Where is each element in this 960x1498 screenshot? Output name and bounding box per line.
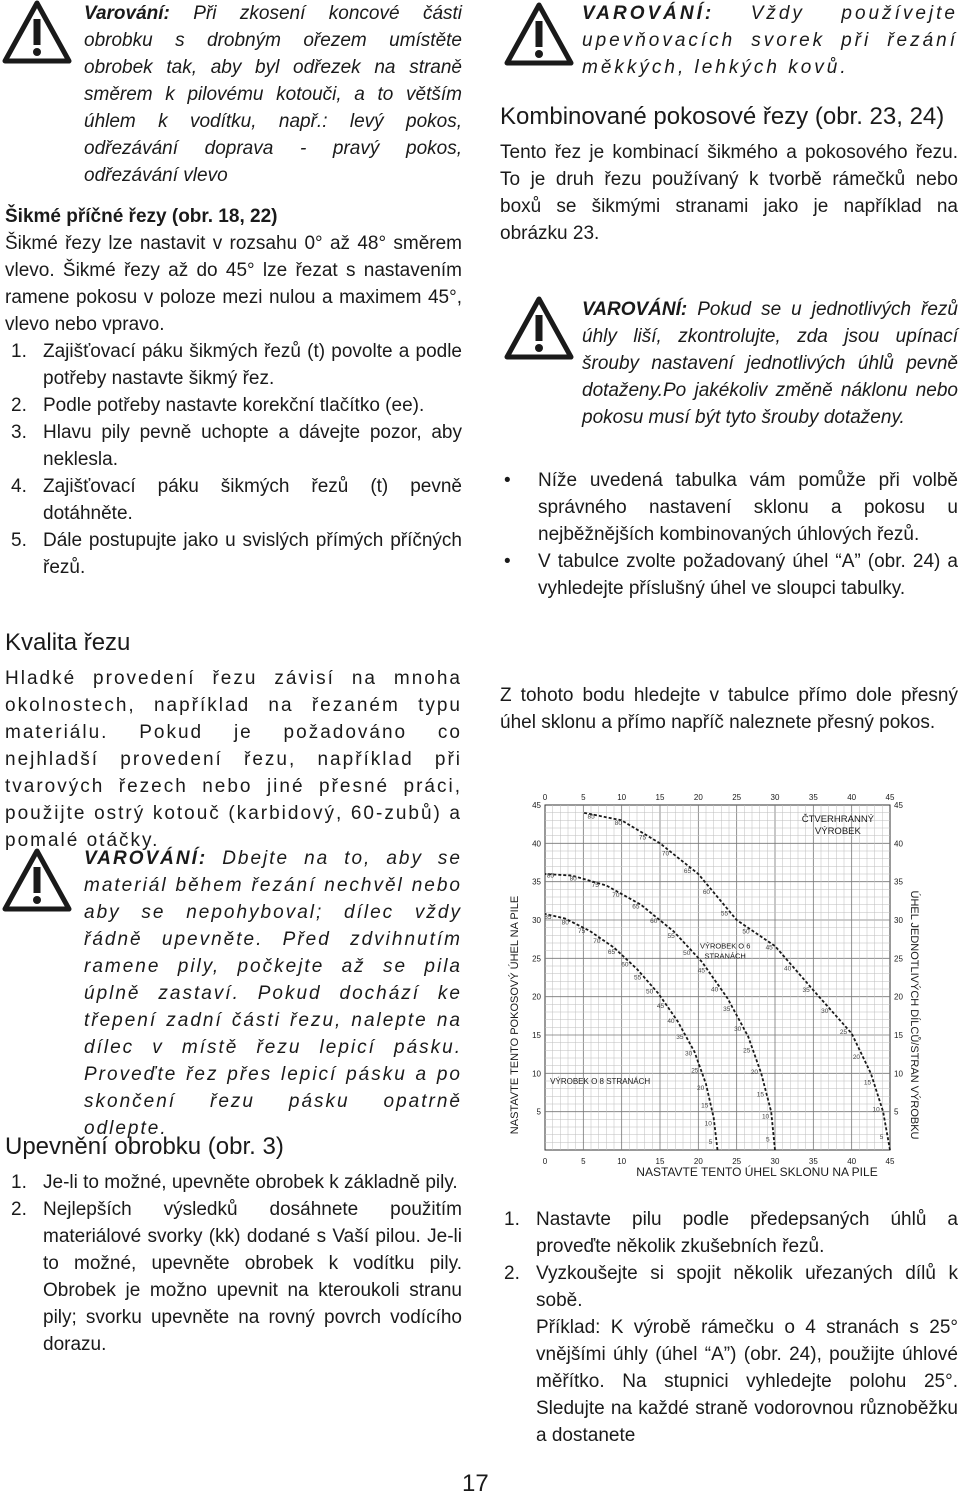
curve-scale-label: 10 <box>704 1120 712 1128</box>
curve-scale-label: 35 <box>802 986 810 994</box>
curve-scale-label: 15 <box>701 1102 709 1110</box>
x-tick-label-top: 0 <box>542 793 548 802</box>
curve-scale-label: 70 <box>661 850 670 858</box>
curve-scale-label: 25 <box>839 1028 848 1036</box>
y-tick-label-right: 20 <box>894 992 903 1002</box>
bevel-intro: Šikmé řezy lze nastavit v rozsahu 0° až 48° směrem vlevo. Šikmé řezy až do 45° lze řezat s nastavením ramene pokosu v poloze mezi nulou a maximem 45°, vlevo nebo vpravo. <box>5 233 462 335</box>
curve-scale-label: 30 <box>821 1007 829 1015</box>
x-tick-label-top: 15 <box>655 793 665 802</box>
curve-scale-label: 45 <box>697 967 706 975</box>
curve-scale-label: 50 <box>742 928 750 936</box>
x-tick-label-top: 35 <box>808 793 818 802</box>
step-item <box>5 527 462 581</box>
bevel-section <box>5 203 462 581</box>
section-heading-clamp: Upevnění obrobku (obr. 3) <box>5 1133 284 1160</box>
x-tick-label: 5 <box>581 1157 586 1166</box>
y-tick-label: 10 <box>532 1069 541 1079</box>
warning-text: Vždy používejte upevňovacích svorek při řezání měkkých, lehkých kovů. <box>582 3 958 78</box>
step-number: 2. <box>11 1199 27 1220</box>
step-item <box>498 1206 958 1260</box>
warning-block-vibration <box>84 845 462 1142</box>
y-tick-label: 20 <box>532 992 541 1002</box>
y-tick-label: 40 <box>532 839 541 849</box>
x-tick-label: 10 <box>617 1157 627 1166</box>
right-steps-section <box>498 1206 958 1449</box>
curve-scale-label: 30 <box>685 1050 693 1058</box>
step-item <box>5 419 462 473</box>
curve-scale-label: 75 <box>577 927 586 935</box>
y-tick-label: 25 <box>532 954 541 964</box>
x-tick-label: 35 <box>808 1157 818 1166</box>
warning-block-screws <box>582 296 958 431</box>
step-number: 1. <box>504 1209 520 1230</box>
curve-scale-label: 5 <box>766 1136 770 1144</box>
y-tick-label-right: 30 <box>894 916 903 925</box>
curve-scale-label: 75 <box>638 834 647 842</box>
y-axis-label: NASTAVTE TENTO POKOSOVÝ ÚHEL NA PILE <box>509 895 521 1135</box>
compound-section <box>500 100 958 247</box>
curve-scale-label: 50 <box>683 949 691 957</box>
warning-icon <box>504 2 574 66</box>
step-text: Vyzkoušejte si spojit několik uřezaných dílů k sobě. <box>536 1263 958 1311</box>
warning-block-clamps <box>582 0 958 81</box>
curve-scale-label: 60 <box>621 961 629 969</box>
warning-text: Pokud se u jednotlivých řezů úhly liší, zkontrolujte, zda jsou upínací šrouby nastavení jednotlivých úhlů pevně dotaženy.Po jakékoliv změně náklonu nebo pokosu musí být tyto šrouby dotaženy. <box>582 299 958 428</box>
curve-scale-label: 5 <box>708 1138 713 1146</box>
annotation-hex-line2: STRANÁCH <box>704 951 746 961</box>
curve-scale-label: 70 <box>593 937 601 945</box>
x-tick-label: 0 <box>542 1157 548 1166</box>
x-tick-label-top: 10 <box>617 793 627 802</box>
step-item <box>498 1260 958 1314</box>
curve-scale-label: 5 <box>879 1134 884 1142</box>
warning-icon <box>2 0 72 64</box>
curve-scale-label: 65 <box>607 948 616 956</box>
warning-text: Při zkosení koncové části obrobku s drobným ořezem umístěte obrobek tak, aby byl odřezek na straně směrem k pilovému kotouči, a to větším úhlem k vodítku, např.: levý pokos, odřezávání doprava - pravý pokos, odřezávání vlevo <box>84 3 463 186</box>
warning-label: VAROVÁNÍ: <box>582 3 715 24</box>
curve-scale-label: 20 <box>697 1084 705 1092</box>
y-tick-label: 30 <box>532 916 541 925</box>
compound-intro: Tento řez je kombinací šikmého a pokosového řezu. To je druh řezu používaný k tvorbě rámečků nebo boxů se šikmými stranami jako je například na obrázku 23. <box>500 142 958 244</box>
curve-scale-label: 35 <box>723 1005 731 1013</box>
example-text: Příklad: K výrobě rámečku o 4 stranách s 25° vnějšími úhly (úhel “A”) (obr. 24), použijte úhlové měřítko. Na stupnici vyhledejte polohu 25°. Sledujte na každé straně vodorovnou různoběžku a dostanete <box>536 1317 958 1446</box>
step-number: 2. <box>504 1263 520 1284</box>
curve-scale-label: 70 <box>612 892 620 900</box>
bullet-text: Níže uvedená tabulka vám pomůže při volbě správného nastavení sklonu a pokosu u nejběžnějších kombinovaných úhlových řezů. <box>538 470 958 545</box>
bullet-dot: • <box>504 551 511 572</box>
chart-grid <box>545 805 890 1150</box>
curve-scale-label: 60 <box>702 888 711 896</box>
bullet-text: V tabulce zvolte požadovaný úhel “A” (obr. 24) a vyhledejte příslušný úhel ve sloupci tabulky. <box>538 551 958 599</box>
curve-scale-label: 55 <box>720 910 729 918</box>
step-text: Nejlepších výsledků dosáhnete použitím materiálové svorky (kk) dodané s Vaší pilou. Je-li to možné, upevněte obrobek k vodítku pily. Obrobek je možno upevnit na kteroukoli stranu pily; svorku upevněte na rovný povrch vodícího dorazu. <box>43 1199 462 1355</box>
annotation-square-line2: VÝROBEK <box>814 826 861 837</box>
warning-text: Dbejte na to, aby se materiál během řezání nechvěl nebo aby se nepohyboval; dílec vždy řádně upevněte. Před zdvihnutím ramene pily, počkejte až se pila úplně zastaví. Pokud dochází ke třepení zadní části řezu, nalepte na dílec v místě řezu lepicí pásku. Proveďte řez přes lepicí pásku a po skončení řezu pásku opatrně odlepte. <box>84 848 462 1139</box>
step-item <box>5 473 462 527</box>
step-number: 3. <box>11 422 27 443</box>
quality-section <box>5 626 462 854</box>
bullet-dot: • <box>504 470 511 491</box>
x-tick-label-top: 40 <box>847 793 857 802</box>
step-text: Nastavte pilu podle předepsaných úhlů a proveďte několik zkušebních řezů. <box>536 1209 958 1257</box>
y-tick-label-right: 10 <box>894 1069 903 1079</box>
curve-scale-label: 50 <box>646 988 654 996</box>
section-heading-compound: Kombinované pokosové řezy (obr. 23, 24) <box>500 103 945 130</box>
warning-icon <box>2 848 72 912</box>
y-tick-label: 35 <box>532 877 541 887</box>
curve-scale-label: 20 <box>852 1053 861 1061</box>
y-tick-label-right: 5 <box>894 1107 899 1117</box>
quality-text: Hladké provedení řezu závisí na mnoha okolnostech, například na řezaném typu materiálu. Pokud je požadováno co nejhladší provedení řezu, například při tvarových řezech nebo jiné přesné práci, použijte ostrý kotouč (karbidový, 60-zubů) a pomalé otáčky. <box>5 668 462 851</box>
x-axis-ticks-top <box>543 793 895 802</box>
curve-scale-label: 45 <box>656 1003 665 1011</box>
curve-scale-label: 40 <box>667 1018 675 1026</box>
step-number: 2. <box>11 395 27 416</box>
step-item <box>5 1196 462 1358</box>
annotation-octagon: VÝROBEK O 8 STRANÁCH <box>550 1077 651 1087</box>
y-tick-label-right: 45 <box>894 801 903 810</box>
x-tick-label: 15 <box>655 1157 665 1166</box>
curve-scale-label: 40 <box>711 986 719 994</box>
curve-scale-label: 25 <box>743 1047 751 1055</box>
warning-block-miter <box>84 0 462 189</box>
curve-scale-label: 85 <box>587 813 595 821</box>
step-text: Zajišťovací páku šikmých řezů (t) pevně dotáhněte. <box>43 476 462 524</box>
x-tick-label-top: 5 <box>581 793 586 802</box>
y-tick-label-right: 25 <box>894 954 903 964</box>
curve-scale-label: 10 <box>872 1106 880 1114</box>
y-axis-ticks-left <box>532 801 541 1117</box>
step-item <box>5 392 462 419</box>
curve-scale-label: 30 <box>734 1026 742 1034</box>
curve-scale-label: 55 <box>633 974 642 982</box>
clamp-steps-list <box>5 1169 462 1358</box>
section-heading-bevel: Šikmé příčné řezy (obr. 18, 22) <box>5 206 278 227</box>
warning-icon <box>504 296 574 360</box>
table-hint: Z tohoto bodu hledejte v tabulce přímo dole přesný úhel sklonu a přímo napříč naleznete přesný pokos. <box>500 685 958 733</box>
compound-angle-chart <box>503 790 923 1188</box>
right-axis-label: ÚHEL JEDNOTLIVÝCH DÍLCŮ/STRAN VÝROBKU <box>908 890 920 1140</box>
step-text: Hlavu pily pevně uchopte a dávejte pozor, aby neklesla. <box>43 422 462 470</box>
step-item <box>5 338 462 392</box>
curve-scale-label: 85 <box>544 913 552 921</box>
step-number: 5. <box>11 530 27 551</box>
curve-scale-label: 85 <box>546 872 555 880</box>
curve-scale-label: 20 <box>750 1069 759 1077</box>
x-tick-label: 45 <box>885 1157 895 1166</box>
plot-frame <box>545 805 890 1150</box>
y-tick-label-right: 35 <box>894 877 903 887</box>
section-heading-quality: Kvalita řezu <box>5 629 131 656</box>
annotation-hex-line1: VÝROBEK O 6 <box>699 941 751 951</box>
step-number: 1. <box>11 341 27 362</box>
y-axis-ticks-right <box>894 801 903 1117</box>
y-tick-label: 45 <box>532 801 541 810</box>
bullet-item <box>498 467 958 548</box>
x-tick-label: 40 <box>847 1157 857 1166</box>
warning-label: Varování: <box>84 3 170 24</box>
curve-scale-label: 15 <box>756 1091 764 1099</box>
y-tick-label-right: 15 <box>894 1031 903 1040</box>
step-text: Zajišťovací páku šikmých řezů (t) povolte a podle potřeby nastavte šikmý řez. <box>43 341 462 389</box>
curve-scale-label: 75 <box>591 882 599 890</box>
curve-scale-label: 80 <box>569 875 577 883</box>
curve-scale-label: 35 <box>676 1034 684 1042</box>
x-tick-label: 20 <box>693 1157 703 1166</box>
x-tick-label: 25 <box>732 1157 742 1166</box>
page-number: 17 <box>462 1470 489 1497</box>
y-tick-label-right: 40 <box>894 839 903 849</box>
step-text: Dále postupujte jako u svislých přímých příčných řezů. <box>43 530 462 578</box>
curve-scale-label: 80 <box>614 819 622 827</box>
step-number: 1. <box>11 1172 27 1193</box>
warning-label: VAROVÁNÍ: <box>84 848 208 869</box>
bullet-list <box>498 467 958 602</box>
curve-scale-label: 15 <box>863 1079 872 1087</box>
clamp-section <box>5 1130 462 1358</box>
y-tick-label: 15 <box>532 1031 541 1040</box>
curve-scale-label: 60 <box>650 918 658 926</box>
y-tick-label: 5 <box>536 1107 541 1117</box>
curve-scale-label: 65 <box>632 903 640 911</box>
curve-scale-label: 45 <box>765 944 773 952</box>
step-text: Podle potřeby nastavte korekční tlačítko (ee). <box>43 395 425 416</box>
right-steps-list <box>498 1206 958 1314</box>
curve-scale-label: 40 <box>784 965 792 973</box>
series-line <box>545 914 718 1150</box>
x-tick-label-top: 20 <box>693 793 703 802</box>
curve-scale-label: 10 <box>761 1113 770 1121</box>
x-tick-label: 30 <box>770 1157 780 1166</box>
curve-scale-label: 25 <box>691 1067 699 1075</box>
step-text: Je-li to možné, upevněte obrobek k základně pily. <box>43 1172 458 1193</box>
x-tick-label-top: 30 <box>770 793 780 802</box>
curve-scale-label: 80 <box>561 919 569 927</box>
annotation-square-line1: ČTVERHRANNÝ <box>801 814 875 825</box>
warning-label: VAROVÁNÍ: <box>582 299 688 320</box>
bullet-item <box>498 548 958 602</box>
x-tick-label-top: 25 <box>732 793 742 802</box>
curve-scale-label: 55 <box>667 933 675 941</box>
step-item <box>5 1169 462 1196</box>
x-tick-label-top: 45 <box>885 793 895 802</box>
step-number: 4. <box>11 476 27 497</box>
bevel-steps-list <box>5 338 462 581</box>
x-axis-label: NASTAVTE TENTO ÚHEL SKLONU NA PILE <box>636 1165 878 1179</box>
curve-scale-label: 65 <box>683 868 692 876</box>
